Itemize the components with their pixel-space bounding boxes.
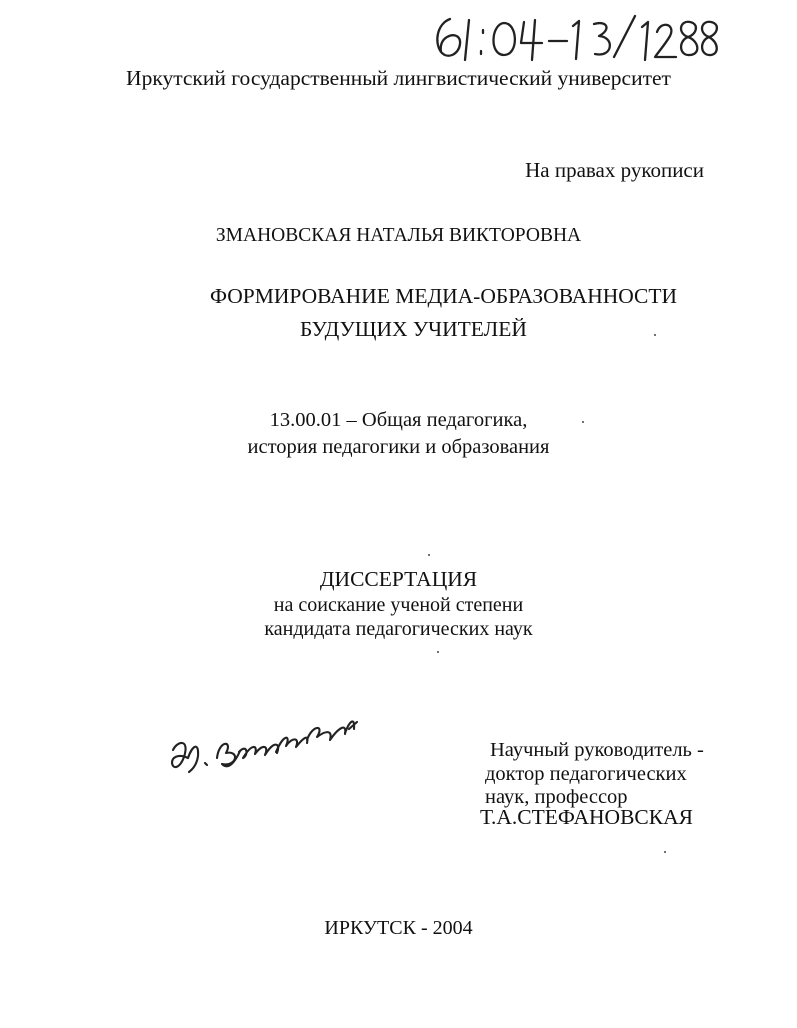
dissertation-title-line-2: БУДУЩИХ УЧИТЕЛЕЙ <box>300 317 527 341</box>
institution-name: Иркутский государственный лингвистический университет <box>126 66 671 90</box>
city-year: ИРКУТСК - 2004 <box>324 917 473 939</box>
author-name: ЗМАНОВСКАЯ НАТАЛЬЯ ВИКТОРОВНА <box>215 225 582 246</box>
scan-artifact-dot <box>664 851 666 853</box>
degree-purpose-line-2: кандидата педагогических наук <box>264 618 533 640</box>
handwritten-archive-number <box>430 12 720 64</box>
scan-artifact-dot <box>428 554 430 556</box>
supervisor-degree-line-1: доктор педагогических <box>485 763 687 785</box>
dissertation-title-line-1: ФОРМИРОВАНИЕ МЕДИА-ОБРАЗОВАННОСТИ <box>210 284 678 308</box>
specialty-code-line: 13.00.01 – Общая педагогика, <box>269 409 528 431</box>
scan-artifact-dot <box>654 334 656 336</box>
handwritten-signature-icon <box>165 698 360 793</box>
scan-artifact-dot <box>437 651 439 653</box>
manuscript-rights-label: На правах рукописи <box>525 158 704 182</box>
supervisor-name: Т.А.СТЕФАНОВСКАЯ <box>480 805 693 829</box>
degree-purpose-line-1: на соискание ученой степени <box>273 594 524 616</box>
document-type: ДИССЕРТАЦИЯ <box>319 567 478 591</box>
scan-artifact-dot <box>582 421 584 423</box>
supervisor-label: Научный руководитель - <box>490 739 704 761</box>
supervisor-degree-line-2: наук, профессор <box>485 786 628 808</box>
specialty-description-line: история педагогики и образования <box>247 436 550 458</box>
